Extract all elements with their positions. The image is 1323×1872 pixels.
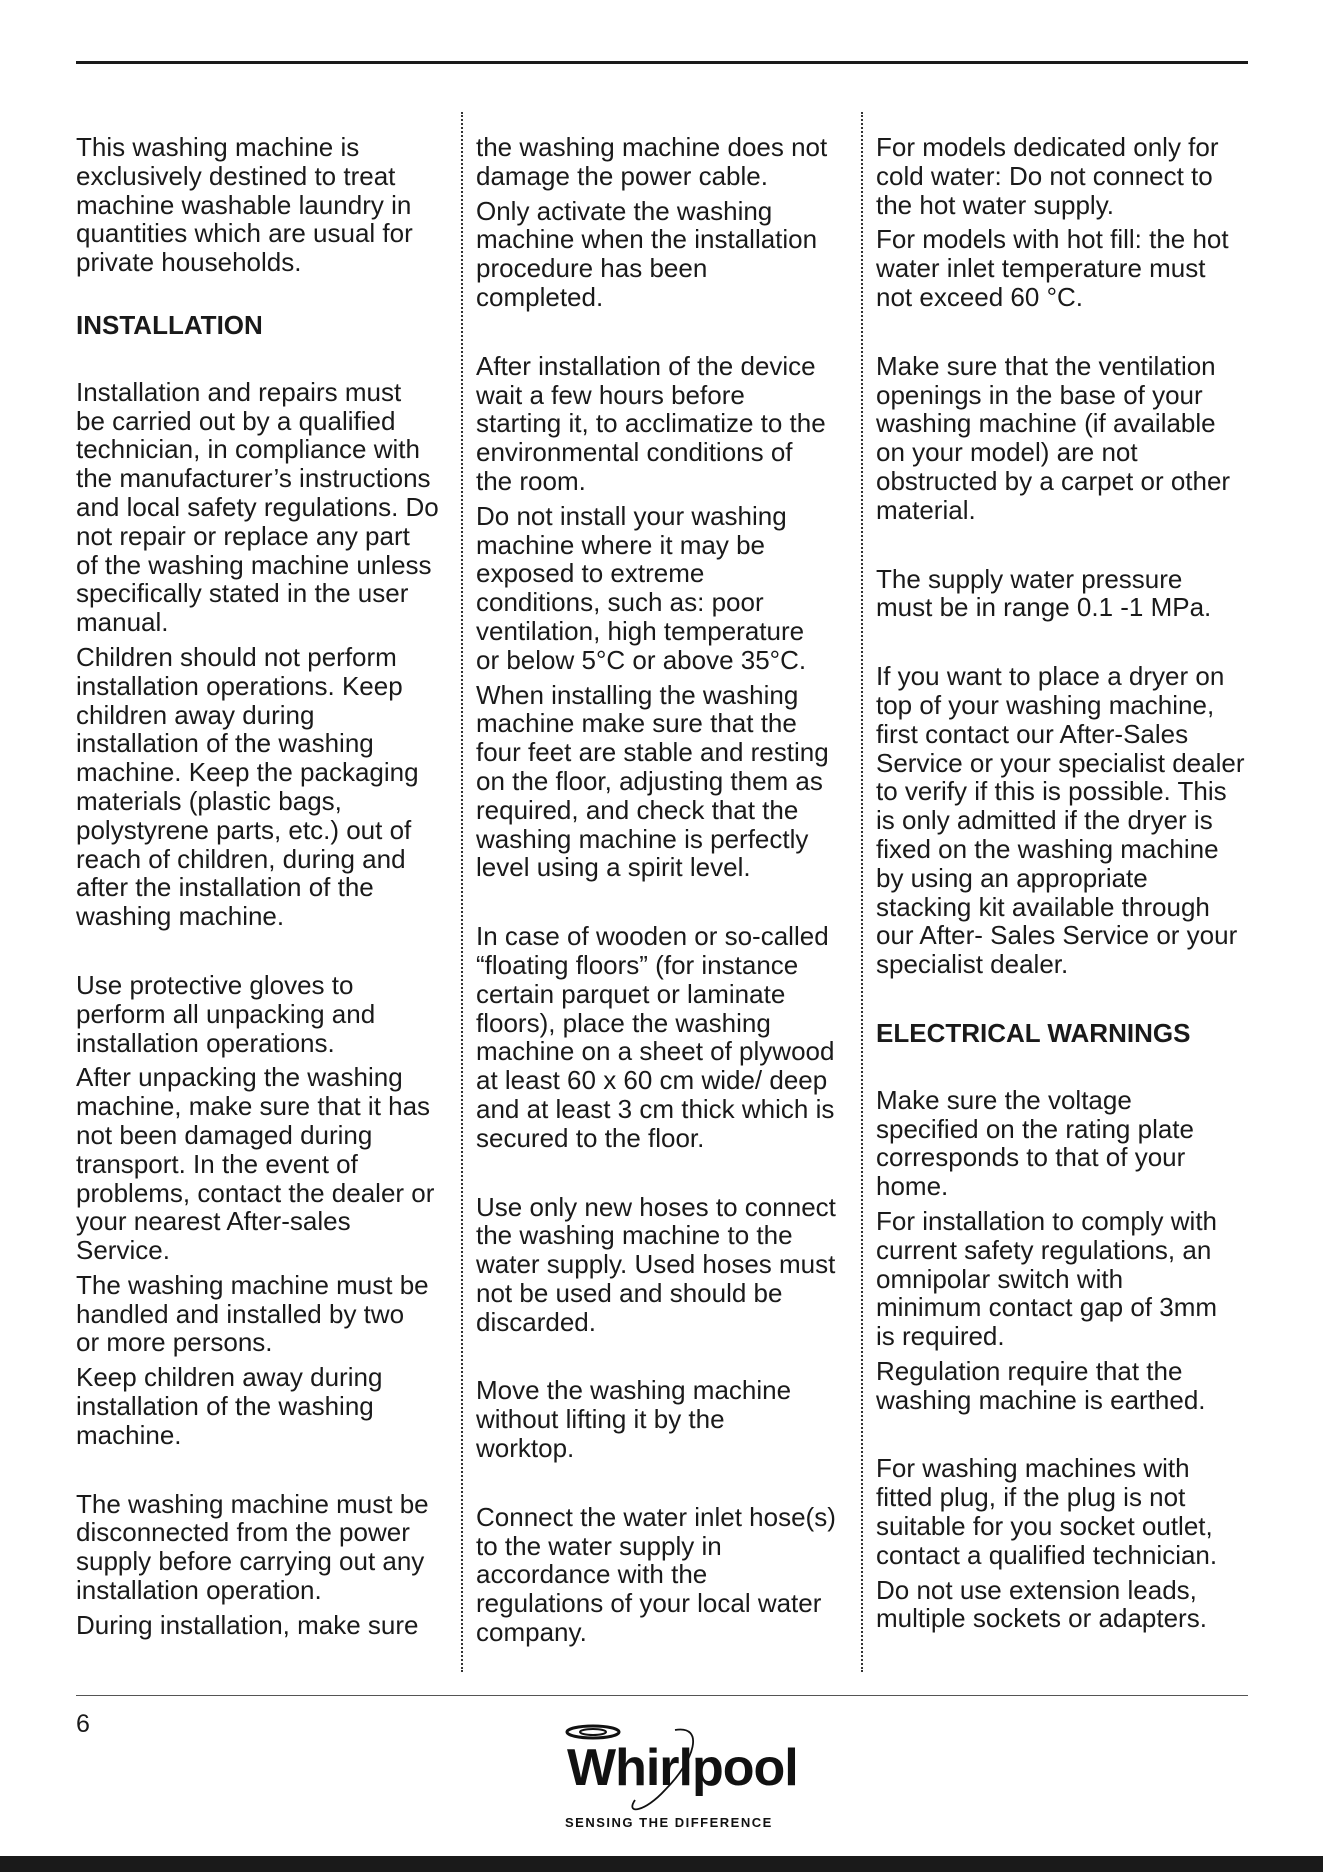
paragraph: The washing machine must be handled and installed by two or more persons. <box>76 1269 429 1358</box>
bottom-bar <box>0 1856 1323 1872</box>
heading-electrical-warnings: ELECTRICAL WARNINGS <box>876 1017 1191 1048</box>
paragraph: Only activate the washing machine when the installation procedure has been completed. <box>476 195 818 312</box>
column-divider <box>461 112 463 1672</box>
paragraph: Keep children away during installation of the washing machine. <box>76 1362 383 1450</box>
paragraph: For washing machines with fitted plug, if the plug is not suitable for you socket outlet, contact a qualified technician. <box>876 1453 1218 1570</box>
paragraph: Connect the water inlet hose(s) to the water supply in accordance with the regulations of your local water company. <box>476 1501 836 1648</box>
column-divider <box>861 112 863 1672</box>
paragraph: Make sure that the ventilation openings in the base of your washing machine (if available on your model) are not obstructed by a carpet or other material. <box>876 350 1231 525</box>
page-number: 6 <box>76 1710 90 1738</box>
paragraph: When installing the washing machine make sure that the four feet are stable and resting on the floor, adjusting them as required, and check that the washing machine is perfectly level using a spirit level. <box>476 679 829 883</box>
paragraph: the washing machine does not damage the power cable. <box>476 132 828 191</box>
paragraph: After unpacking the washing machine, make sure that it has not been damaged during transport. In the event of problems, contact the dealer or your nearest After-sales Service. <box>76 1062 435 1266</box>
paragraph: Regulation require that the washing machine is earthed. <box>876 1355 1206 1415</box>
paragraph: During installation, make sure <box>76 1609 419 1640</box>
paragraph: Children should not perform installation operations. Keep children away during installation of the washing machine. Keep the packaging materials (plastic bags, polystyrene parts, etc.) out of reach of children, during and after the installation of the washing machine. <box>76 641 419 932</box>
paragraph: Do not use extension leads, multiple sockets or adapters. <box>876 1574 1207 1634</box>
paragraph: For installation to comply with current safety regulations, an omnipolar switch with minimum contact gap of 3mm is required. <box>876 1205 1218 1352</box>
brand-wordmark: Whirlpool <box>567 1739 798 1797</box>
paragraph: If you want to place a dryer on top of your washing machine, first contact our After-Sales Service or your specialist dealer to verify if this is possible. This is only admitted if the dryer is fixed on the washing machine by using an appropriate stacking kit available through our After- Sales Service or your specialist dealer. <box>876 661 1245 980</box>
paragraph: Use only new hoses to connect the washing machine to the water supply. Used hoses must not be used and should be discarded. <box>476 1191 836 1337</box>
paragraph: For models dedicated only for cold water: Do not connect to the hot water supply. <box>876 132 1219 220</box>
paragraph: Installation and repairs must be carried out by a qualified technician, in compliance with the manufacturer’s instructions and local safety regulations. Do not repair or replace any part of the washing machine unless specifically stated in the user manual. <box>76 376 439 638</box>
column-2 <box>476 133 856 1653</box>
bottom-rule <box>76 1695 1248 1696</box>
heading-installation: INSTALLATION <box>76 309 263 340</box>
paragraph: Use protective gloves to perform all unpacking and installation operations. <box>76 969 376 1058</box>
paragraph: Do not install your washing machine where it may be exposed to extreme conditions, such as: poor ventilation, high temperature or below 5°C or above 35°C. <box>476 500 807 675</box>
brand-tagline: SENSING THE DIFFERENCE <box>565 1815 773 1830</box>
paragraph: In case of wooden or so-called “floating floors” (for instance certain parquet or laminate floors), place the washing machine on a sheet of plywood at least 60 x 60 cm wide/ deep and at least 3 cm thick which is secured to the floor. <box>476 921 835 1153</box>
paragraph: The supply water pressure must be in range 0.1 -1 MPa. <box>876 563 1212 623</box>
paragraph: After installation of the device wait a few hours before starting it, to acclimatize to the environmental conditions of the room. <box>476 350 826 496</box>
paragraph: This washing machine is exclusively destined to treat machine washable laundry in quantities which are usual for private households. <box>76 132 413 278</box>
paragraph: The washing machine must be disconnected from the power supply before carrying out any installation operation. <box>76 1488 429 1606</box>
paragraph: For models with hot fill: the hot water inlet temperature must not exceed 60 °C. <box>876 224 1229 312</box>
whirlpool-logo <box>555 1720 798 1850</box>
column-1 <box>76 133 456 1646</box>
paragraph: Move the washing machine without lifting it by the worktop. <box>476 1375 792 1464</box>
top-rule <box>76 61 1248 64</box>
column-3 <box>876 133 1256 1639</box>
paragraph: Make sure the voltage specified on the rating plate corresponds to that of your home. <box>876 1084 1194 1202</box>
